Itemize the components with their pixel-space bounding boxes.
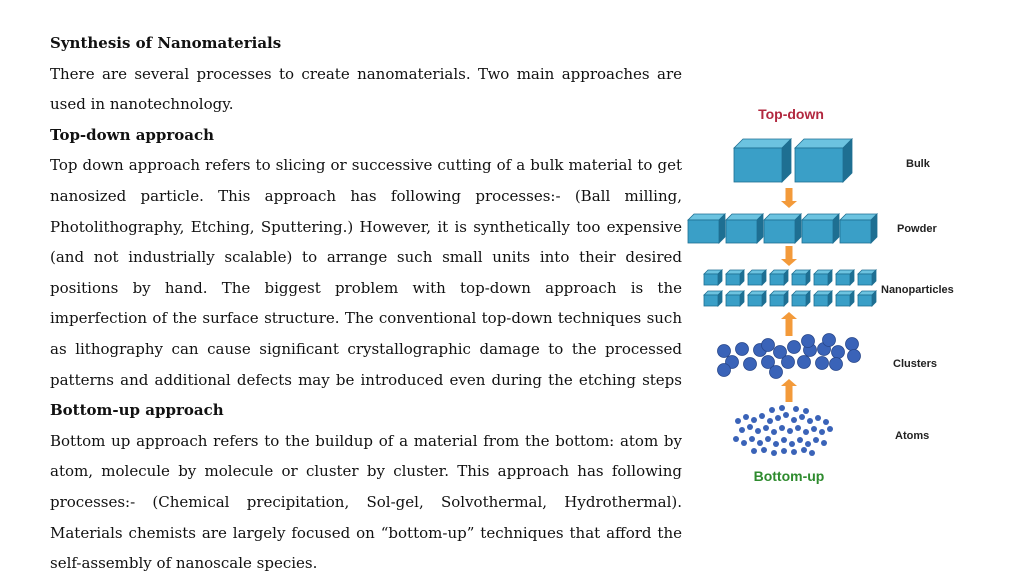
article-text <box>50 28 682 579</box>
cluster-sphere <box>736 343 749 356</box>
topdown-label: Top-down <box>758 106 824 122</box>
cluster-sphere <box>782 356 795 369</box>
powder-cube <box>764 214 801 243</box>
cluster-sphere <box>816 357 829 370</box>
atom-dot <box>811 426 817 432</box>
nanoparticle-cube <box>770 270 788 285</box>
nanoparticle-cube <box>726 291 744 306</box>
bulk-cube <box>795 139 852 182</box>
nanoparticle-cube <box>770 291 788 306</box>
cluster-sphere <box>846 338 859 351</box>
atom-dot <box>771 429 777 435</box>
atom-dot <box>807 418 813 424</box>
atom-dot <box>787 428 793 434</box>
atom-dot <box>765 436 771 442</box>
atom-dot <box>759 413 765 419</box>
nanoparticle-cube <box>704 270 722 285</box>
topdown-bottomup-diagram <box>684 100 974 495</box>
arrow-powder-to-nanoparticles <box>781 246 797 266</box>
atom-dot <box>747 424 753 430</box>
atom-dot <box>739 427 745 433</box>
atom-dot <box>771 450 777 456</box>
cluster-sphere <box>832 346 845 359</box>
topdown-heading: Top-down approach <box>50 125 215 144</box>
atom-dot <box>827 426 833 432</box>
atom-dot <box>819 429 825 435</box>
arrow-bulk-to-powder <box>781 188 797 208</box>
atom-dot <box>791 417 797 423</box>
level-label-clusters: Clusters <box>893 358 938 370</box>
atom-dot <box>799 414 805 420</box>
atom-dot <box>757 440 763 446</box>
atom-dot <box>795 425 801 431</box>
nanoparticle-cube <box>836 270 854 285</box>
cluster-sphere <box>718 345 731 358</box>
nanoparticle-cube <box>858 291 876 306</box>
bottomup-heading: Bottom-up approach <box>50 401 224 420</box>
atom-dot <box>791 449 797 455</box>
atom-dot <box>741 440 747 446</box>
cluster-sphere <box>830 358 843 371</box>
atom-dot <box>775 415 781 421</box>
atom-dot <box>805 441 811 447</box>
cluster-sphere <box>798 356 811 369</box>
atom-dot <box>803 429 809 435</box>
level-label-nanoparticles: Nanoparticles <box>881 284 954 296</box>
cluster-spheres <box>718 334 861 379</box>
powder-cube <box>802 214 839 243</box>
atom-dot <box>803 408 809 414</box>
atom-dot <box>769 407 775 413</box>
cluster-sphere <box>744 358 757 371</box>
cluster-sphere <box>770 366 783 379</box>
nanoparticle-cubes <box>704 270 876 306</box>
atom-dot <box>743 414 749 420</box>
atom-dot <box>761 447 767 453</box>
bottomup-label: Bottom-up <box>753 468 825 484</box>
atom-dot <box>779 405 785 411</box>
cluster-sphere <box>788 341 801 354</box>
cluster-sphere <box>718 364 731 377</box>
atom-dot <box>815 415 821 421</box>
atom-dot <box>767 418 773 424</box>
arrow-clusters-to-nanoparticles <box>781 312 797 336</box>
nanoparticle-cube <box>792 291 810 306</box>
cluster-sphere <box>848 350 861 363</box>
nanoparticle-cube <box>814 270 832 285</box>
atom-dot <box>749 436 755 442</box>
atom-dot <box>755 428 761 434</box>
atom-dot <box>751 417 757 423</box>
intro-paragraph: There are several processes to create nanomaterials. Two main approaches are used in nanotechnology. <box>50 64 682 114</box>
cluster-sphere <box>762 339 775 352</box>
atom-dot <box>763 425 769 431</box>
cluster-sphere <box>823 334 836 347</box>
atom-dot <box>789 441 795 447</box>
level-label-powder: Powder <box>897 223 937 235</box>
nanoparticle-cube <box>748 270 766 285</box>
atom-dot <box>781 448 787 454</box>
level-label-bulk: Bulk <box>906 158 930 170</box>
atom-dot <box>823 419 829 425</box>
bulk-cube <box>734 139 791 182</box>
cluster-sphere <box>802 335 815 348</box>
powder-cube <box>840 214 877 243</box>
powder-cubes <box>688 214 877 243</box>
atom-dot <box>779 425 785 431</box>
atom-dot <box>809 450 815 456</box>
atom-dot <box>797 437 803 443</box>
powder-cube <box>726 214 763 243</box>
nanoparticle-cube <box>814 291 832 306</box>
atom-dot <box>821 440 827 446</box>
section-title: Synthesis of Nanomaterials <box>50 34 282 52</box>
atom-dot <box>783 412 789 418</box>
arrow-atoms-to-clusters <box>781 379 797 402</box>
nanoparticle-cube <box>858 270 876 285</box>
nanoparticle-cube <box>704 291 722 306</box>
atom-dot <box>751 448 757 454</box>
nanoparticle-cube <box>748 291 766 306</box>
bottomup-paragraph: Bottom up approach refers to the buildup of a material from the bottom: atom by atom, molecule by molecule or cluster by cluster. This approach has following processes:- (Chemical precipitation, Sol-gel, Solvothermal, Hydrothermal). Materials chemists are largely focused on “bottom-up” techniques that afford the self-assembly of nanoscale species. <box>50 431 682 573</box>
nanoparticle-cube <box>836 291 854 306</box>
powder-cube <box>688 214 725 243</box>
atom-dot <box>781 437 787 443</box>
atom-dot <box>801 447 807 453</box>
bulk-cubes <box>734 139 852 182</box>
nanoparticle-cube <box>726 270 744 285</box>
atom-dot <box>813 437 819 443</box>
atom-dots <box>733 405 833 456</box>
level-label-atoms: Atoms <box>895 430 930 442</box>
atom-dot <box>735 418 741 424</box>
atom-dot <box>773 441 779 447</box>
topdown-paragraph: Top down approach refers to slicing or successive cutting of a bulk material to get nanosized particle. This approach has following processes:- (Ball milling, Photolithography, Etching, Sputtering.) However, it is synthetically too expensive (and not industrially scalable) to arrange such small units into their desired positions by hand. The biggest problem with top-down approach is the imperfection of the surface structure. The conventional top-down techniques such as lithography can cause significant crystallographic damage to the processed patterns and additional defects may be introduced even during the etching steps <box>50 156 682 389</box>
atom-dot <box>733 436 739 442</box>
nanoparticle-cube <box>792 270 810 285</box>
atom-dot <box>793 406 799 412</box>
